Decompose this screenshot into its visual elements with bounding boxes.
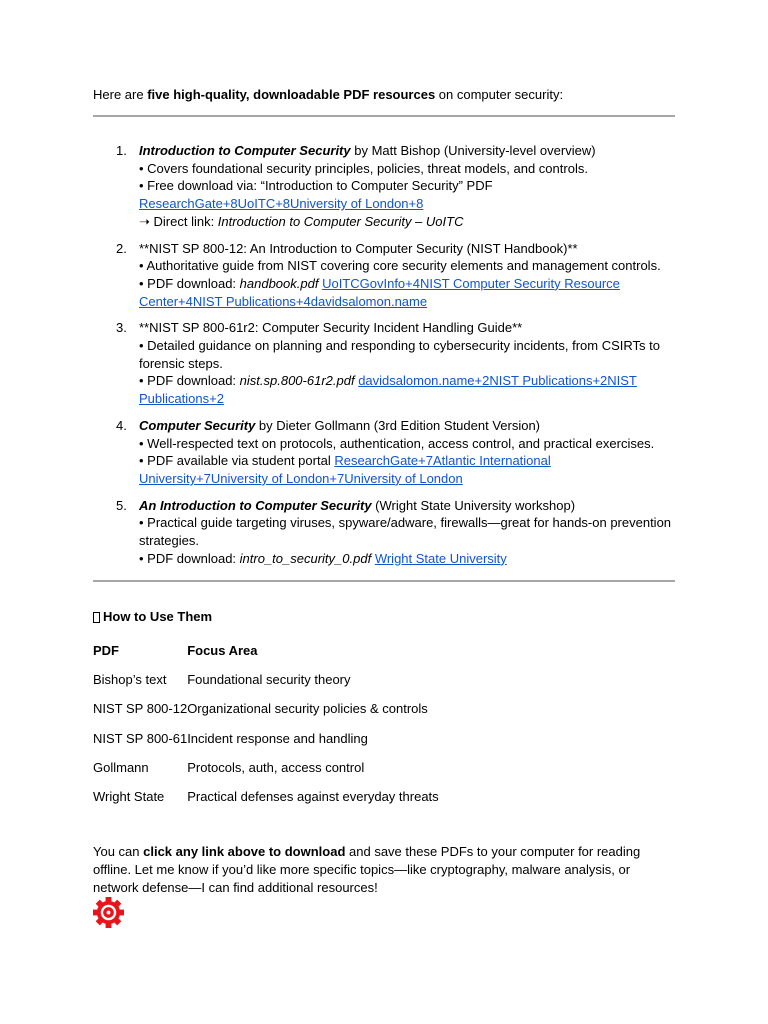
source-link[interactable]: UoITCGovInfo+4NIST Computer Security Resource Center+4NIST Publications+4davidsalomon.name: [139, 275, 620, 309]
table-header-row: [93, 635, 439, 664]
table-row: [93, 753, 439, 782]
resource-bullet: • Authoritative guide from NIST covering core security elements and management controls.: [139, 258, 661, 274]
resource-bullet: • Covers foundational security principles, policies, threat models, and controls.: [139, 160, 588, 176]
source-link[interactable]: davidsalomon.name+2NIST Publications+2NIST Publications+2: [139, 373, 637, 407]
resource-item-1: [93, 142, 675, 231]
pdf-download-line: • PDF download: nist.sp.800-61r2.pdf davidsalomon.name+2NIST Publications+2NIST Publications+2: [139, 373, 637, 407]
resource-item-5: [93, 497, 675, 568]
resource-title: Introduction to Computer Security by Matt Bishop (University-level overview): [139, 143, 596, 158]
cell-focus: Protocols, auth, access control: [187, 759, 365, 775]
intro-paragraph: [93, 86, 675, 104]
pdf-available-line: • PDF available via student portal ResearchGate+7Atlantic International University+7University of London+7University of London: [139, 453, 551, 486]
resource-title: **NIST SP 800-61r2: Computer Security Incident Handling Guide**: [139, 320, 523, 336]
item-number: 3.: [116, 320, 127, 336]
cell-focus: Organizational security policies & controls: [187, 701, 428, 717]
resource-bullet: • Detailed guidance on planning and responding to cybersecurity incidents, from CSIRTs to forensic steps.: [139, 338, 660, 371]
resource-item-2: [93, 240, 675, 311]
closing-paragraph: You can click any link above to download and save these PDFs to your computer for reading offline. Let me know if you’d like more specific topics—like cryptography, malware analysis, or network defense—I can find additional resources!: [93, 844, 641, 895]
cell-pdf: NIST SP 800-61: [93, 730, 188, 746]
resource-title: An Introduction to Computer Security (Wright State University workshop): [139, 497, 576, 513]
resource-item-4: [93, 417, 675, 488]
source-link[interactable]: Wright State University: [374, 550, 507, 566]
cell-focus: Incident response and handling: [187, 730, 368, 746]
resource-list: [93, 117, 675, 580]
item-number: 1.: [116, 143, 127, 158]
table-row: [93, 665, 439, 694]
resource-title: **NIST SP 800-12: An Introduction to Computer Security (NIST Handbook)**: [139, 240, 578, 256]
pdf-download-line: • PDF download: handbook.pdf UoITCGovInfo+4NIST Computer Security Resource Center+4NIST Publications+4davidsalomon.name: [139, 275, 620, 309]
focus-table: [93, 635, 439, 811]
document-page: [93, 86, 675, 896]
resource-bullet: • Free download via: “Introduction to Computer Security” PDF: [139, 178, 493, 194]
resource-bullet: • Practical guide targeting viruses, spyware/adware, firewalls—great for hands-on prevention strategies.: [139, 515, 672, 549]
table-row: [93, 723, 439, 752]
missing-glyph-icon: [93, 612, 100, 623]
red-gear-badge-icon: [93, 897, 124, 928]
table-row: [93, 694, 439, 723]
intro-bold: five high-quality, downloadable PDF resources: [147, 87, 436, 102]
column-header-focus: Focus Area: [187, 642, 258, 658]
item-number: 5.: [116, 497, 127, 513]
direct-link-line: ➝ Direct link: Introduction to Computer Security – UoITC: [139, 213, 464, 229]
item-number: 2.: [116, 240, 127, 256]
pdf-download-line: • PDF download: intro_to_security_0.pdf Wright State University: [139, 550, 507, 566]
intro-prefix: Here are: [93, 87, 148, 102]
cell-focus: Practical defenses against everyday threats: [187, 789, 439, 805]
cell-pdf: Gollmann: [93, 759, 149, 775]
column-header-pdf: PDF: [93, 642, 119, 658]
how-to-use-heading: How to Use Them: [93, 582, 675, 626]
table-row: [93, 782, 439, 811]
cell-pdf: Bishop’s text: [93, 671, 167, 687]
cell-pdf: NIST SP 800-12: [93, 701, 188, 717]
intro-suffix: on computer security:: [435, 87, 564, 102]
resource-bullet: • Well-respected text on protocols, authentication, access control, and practical exercises.: [139, 435, 655, 451]
item-number: 4.: [116, 417, 127, 433]
resource-item-3: [93, 319, 675, 408]
cell-focus: Foundational security theory: [187, 671, 351, 687]
cell-pdf: Wright State: [93, 789, 165, 805]
source-link[interactable]: ResearchGate+8UoITC+8University of London+8: [139, 196, 424, 212]
source-link[interactable]: ResearchGate+7Atlantic International University+7University of London+7University of London: [139, 453, 551, 486]
resource-title: Computer Security by Dieter Gollmann (3rd Edition Student Version): [139, 417, 541, 433]
